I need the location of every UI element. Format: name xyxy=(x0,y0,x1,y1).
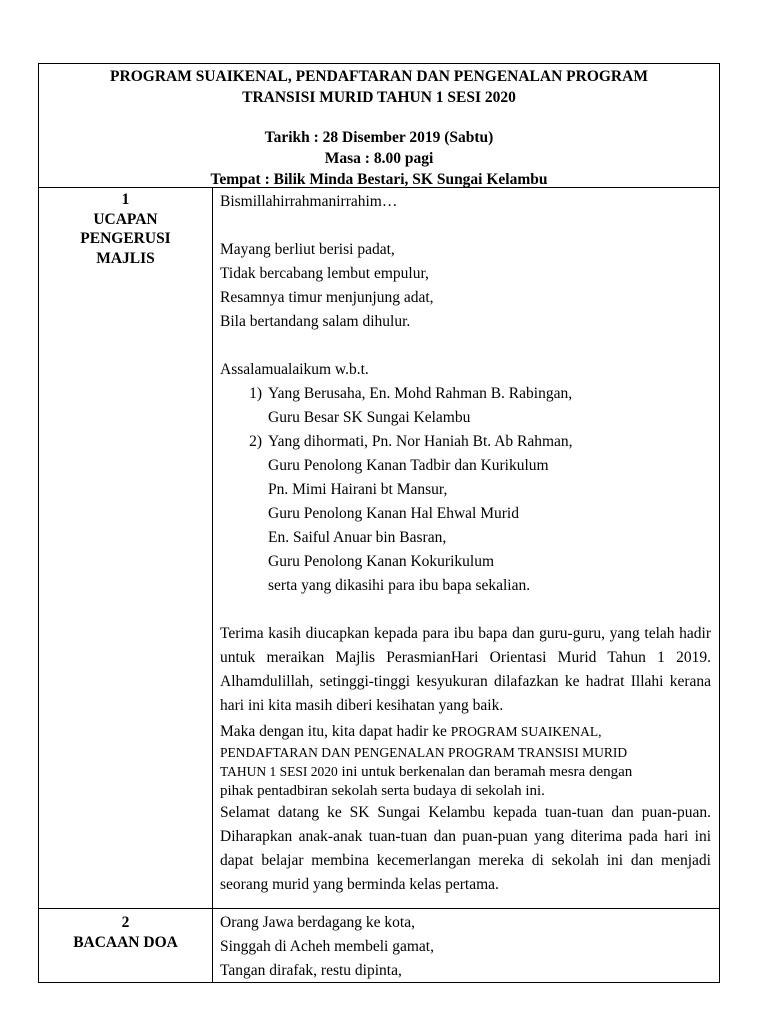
opening-text: Bismillahirrahmanirrahim… xyxy=(220,193,398,210)
title-line-1: PROGRAM SUAIKENAL, PENDAFTARAN DAN PENGENALAN PROGRAM xyxy=(110,68,648,85)
agenda-label-2 xyxy=(39,909,213,982)
list-number: 1) xyxy=(249,385,262,402)
guest-list xyxy=(220,382,711,598)
list-line: serta yang dikasihi para ibu bapa sekalian. xyxy=(268,577,531,594)
pantun-line: Bila bertandang salam dihulur. xyxy=(220,313,411,330)
agenda-number: 2 xyxy=(121,914,130,931)
program-venue: Tempat : Bilik Minda Bestari, SK Sungai Kelambu xyxy=(210,171,548,188)
pantun-line: Tidak bercabang lembut empulur, xyxy=(220,265,429,282)
list-line: En. Saiful Anuar bin Basran, xyxy=(268,529,447,546)
agenda-label-1 xyxy=(39,188,213,908)
program-name: TAHUN 1 SESI 2020 xyxy=(220,764,338,779)
document-page xyxy=(38,63,720,983)
program-date: Tarikh : 28 Disember 2019 (Sabtu) xyxy=(264,129,494,146)
agenda-label-line: BACAAN DOA xyxy=(73,933,178,951)
list-line: Guru Besar SK Sungai Kelambu xyxy=(268,409,471,426)
program-name-line xyxy=(220,762,711,782)
program-name: PENDAFTARAN DAN PENGENALAN PROGRAM TRANSISI MURID xyxy=(220,745,628,760)
greeting: Assalamualaikum w.b.t. xyxy=(220,361,369,378)
program-name: PROGRAM SUAIKENAL, xyxy=(450,724,602,739)
agenda-row-2 xyxy=(38,908,720,983)
program-time: Masa : 8.00 pagi xyxy=(324,150,434,167)
agenda-label-line: PENGERUSI xyxy=(80,230,171,247)
list-line: Guru Penolong Kanan Kokurikulum xyxy=(268,553,495,570)
list-line: Guru Penolong Kanan Tadbir dan Kurikulum xyxy=(268,457,549,474)
list-line: Yang dihormati, Pn. Nor Haniah Bt. Ab Rahman, xyxy=(268,433,573,450)
paragraph-text: pihak pentadbiran sekolah serta budaya di sekolah ini. xyxy=(220,783,545,799)
program-header xyxy=(38,63,720,187)
title-line-2: TRANSISI MURID TAHUN 1 SESI 2020 xyxy=(242,89,516,106)
paragraph-program xyxy=(220,720,711,743)
agenda-content-2 xyxy=(213,909,719,982)
pantun-line: Orang Jawa berdagang ke kota, xyxy=(220,914,415,931)
paragraph-welcome: Selamat datang ke SK Sungai Kelambu kepada tuan-tuan dan puan-puan. Diharapkan anak-anak tuan-tuan dan puan-puan yang diterima pada hari ini dapat belajar membina kecemerlangan mereka di sekolah ini dan menjadi seorang murid yang berminda kelas pertama. xyxy=(220,804,711,893)
list-item xyxy=(220,430,711,598)
list-item xyxy=(220,382,711,430)
pantun-line: Singgah di Acheh membeli gamat, xyxy=(220,938,434,955)
paragraph-text: ini untuk berkenalan dan beramah mesra dengan xyxy=(337,764,633,780)
list-number: 2) xyxy=(249,433,262,450)
program-name-line xyxy=(220,743,711,762)
pantun-line: Tangan dirafak, restu dipinta, xyxy=(220,962,402,979)
agenda-content-1 xyxy=(213,188,719,908)
paragraph-text: Maka dengan itu, kita dapat hadir ke xyxy=(220,723,451,740)
agenda-row-1 xyxy=(38,187,720,908)
agenda-number: 1 xyxy=(121,191,130,208)
list-line: Guru Penolong Kanan Hal Ehwal Murid xyxy=(268,505,519,522)
pantun-line: Resamnya timur menjunjung adat, xyxy=(220,289,434,306)
list-line: Yang Berusaha, En. Mohd Rahman B. Rabingan, xyxy=(268,385,573,402)
pantun-line: Mayang berliut berisi padat, xyxy=(220,241,395,258)
agenda-label-line: MAJLIS xyxy=(96,249,155,267)
paragraph-thanks: Terima kasih diucapkan kepada para ibu bapa dan guru-guru, yang telah hadir untuk meraikan Majlis PerasmianHari Orientasi Murid Tahun 1 2019. Alhamdulillah, setinggi-tinggi kesyukuran dilafazkan ke hadrat Illahi kerana hari ini kita masih diberi kesihatan yang baik. xyxy=(220,625,711,714)
agenda-label-line: UCAPAN xyxy=(93,210,158,228)
list-line: Pn. Mimi Hairani bt Mansur, xyxy=(268,481,448,498)
